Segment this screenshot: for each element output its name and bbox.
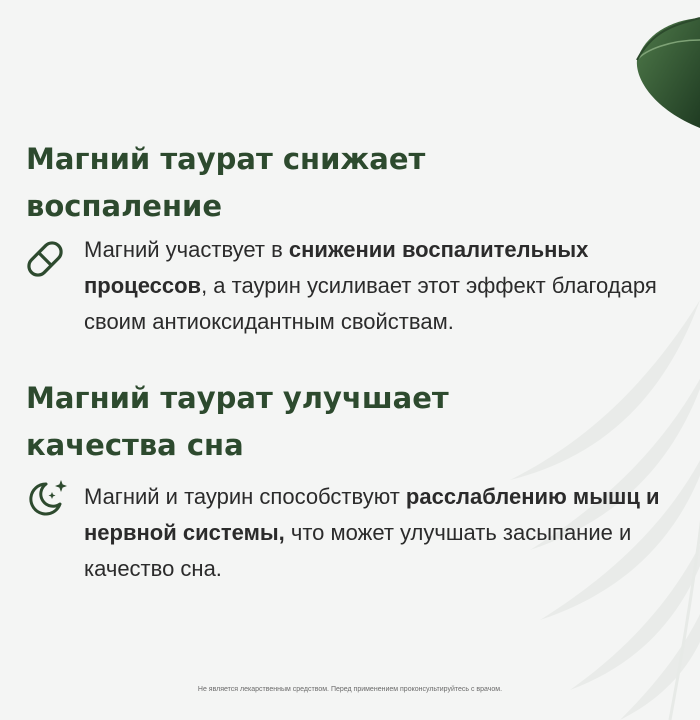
section-1-title-line-1: Магний таурат снижает (26, 142, 426, 176)
disclaimer: Не является лекарственным средством. Перед применением проконсультируйтесь с врачом. (197, 686, 503, 693)
section-1-text-part-2: , а таурин усиливает этот эффект благодаря своим антиоксидантным свойствам. (84, 273, 657, 334)
pill-icon (23, 237, 67, 281)
leaf-decoration (575, 10, 700, 135)
section-1-title-line-2: воспаление (26, 189, 223, 223)
section-1-text (84, 232, 684, 340)
section-2-text-bold: расслаблению мышц и нервной системы, (84, 484, 660, 545)
section-2-text (84, 479, 684, 587)
section-2-title (26, 375, 449, 469)
section-2-title-line-2: качества сна (26, 428, 244, 462)
section-2-text-part-1: Магний и таурин способствуют (84, 484, 406, 509)
section-2-text-part-2: что может улучшать засыпание и качество сна. (84, 520, 632, 581)
section-1-title (26, 136, 425, 230)
section-2-title-line-1: Магний таурат улучшает (26, 381, 449, 415)
moon-stars-icon (24, 478, 70, 518)
section-1-text-part-1: Магний участвует в (84, 237, 289, 262)
section-1-text-bold: снижении воспалительных процессов (84, 237, 589, 298)
